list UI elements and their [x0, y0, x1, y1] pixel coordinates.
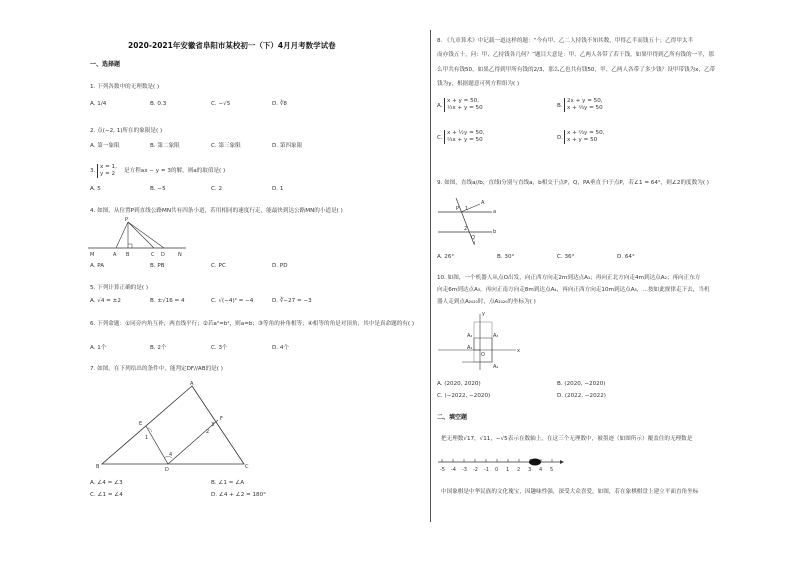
q7-label-b: B	[96, 464, 100, 470]
q2-stem: 2. 点(−2, 1)所在的象限是( )	[90, 128, 163, 134]
q6-option-d[interactable]: D. 4个	[272, 345, 290, 351]
q4-figure	[88, 217, 188, 259]
q11-tick-label: -3	[462, 467, 467, 473]
q3-stem: 是方程ax − y = 3的解，则a的取值是( )	[124, 168, 226, 174]
q4-stem: 4. 如图，从位置P到直线公路MN共有四条小道，若用相同的速度行走，能最快到达公路MN的小道是( )	[90, 208, 343, 214]
q10-stem-line1: 10. 如图，一个机器人从点O出发，向正西方向走2m到达点A₁；再向正北方向走4m到达点A₂；再向正东方	[437, 275, 701, 281]
q7-option-c[interactable]: C. ∠1 = ∠4	[90, 492, 123, 498]
q3-option-c[interactable]: C. 2	[211, 186, 223, 192]
q7-option-a[interactable]: A. ∠4 = ∠3	[90, 480, 123, 486]
q5-option-b[interactable]: B. ±√16 = 4	[150, 298, 185, 304]
q9-option-d[interactable]: D. 64°	[617, 254, 635, 260]
q7-label-4: 4	[169, 452, 173, 458]
q8-option-a[interactable]	[444, 98, 483, 112]
q2-option-a[interactable]: A. 第一象限	[90, 143, 120, 149]
q6-stem: 6. 下列命题：①同旁内角互补，两直线平行；②若a²=b²，则a=b；③等角的补角相等；④相等的角是对顶角，其中是真命题的有( )	[90, 321, 415, 327]
q1-option-a[interactable]: A. 1/4	[90, 101, 107, 107]
q4-option-a[interactable]: A. PA	[90, 263, 105, 269]
q11-tick-label: 0	[495, 467, 499, 473]
q4-path-pd	[128, 222, 164, 248]
q7-option-b[interactable]: B. ∠1 = ∠A	[211, 480, 245, 486]
column-divider	[430, 30, 431, 522]
q10-label-a1: A₁	[467, 345, 473, 351]
q9-label-pa: A	[481, 200, 485, 206]
q9-stem: 9. 如图，直线a//b，直线l分别与直线a，b相交于点P，Q，PA垂直于l于点P，若∠1 = 64°，则∠2的度数为( )	[437, 180, 709, 186]
q8-stem-line2: 而亦钱五十，问：甲、乙持钱各几何？”题目大意是：甲、乙两人各带了若干钱，如果甲得到乙所有钱的一半，那	[437, 52, 714, 58]
q3-option-b[interactable]: B. −5	[150, 186, 166, 192]
q9-segment-pa	[461, 204, 480, 212]
q3-system-line2: y = 2	[100, 171, 116, 177]
q11-number-line	[436, 452, 566, 478]
q10-label-y: y	[482, 311, 485, 317]
q4-option-c[interactable]: C. PC	[211, 263, 226, 269]
q4-label-p: P	[125, 217, 129, 223]
q7-label-a: A	[190, 381, 194, 387]
q11-tick-label: -4	[451, 467, 456, 473]
q11-tick-label: -1	[484, 467, 489, 473]
q6-option-b[interactable]: B. 2个	[150, 345, 167, 351]
q5-option-d[interactable]: D. ∛−27 = −3	[272, 298, 312, 304]
q7-option-d[interactable]: D. ∠4 + ∠2 = 180°	[211, 492, 266, 498]
q8-b-eq1: 2x + y = 50,	[567, 98, 603, 104]
q7-label-1: 1	[145, 435, 149, 441]
q6-option-a[interactable]: A. 1个	[90, 345, 107, 351]
q10-option-b[interactable]: B. (2020, −2020)	[557, 381, 606, 387]
q10-option-a[interactable]: A. (2020, 2020)	[437, 381, 481, 387]
q7-label-f: F	[220, 416, 223, 422]
q4-option-d[interactable]: D. PD	[272, 263, 288, 269]
paper-title: 2020-2021年安徽省阜阳市某校初一（下）4月月考数学试卷	[128, 41, 336, 50]
q9-label-l: l	[474, 241, 476, 247]
q8-d-eq1: x + ⅔y = 50,	[567, 130, 605, 136]
q1-option-b[interactable]: B. 0.3	[150, 101, 167, 107]
q10-option-d[interactable]: D. (2022, −2022)	[557, 393, 606, 399]
q8-option-d-label[interactable]: D.	[557, 135, 564, 141]
q10-label-a4: A₄	[493, 364, 499, 370]
q11-ink-blot	[529, 459, 541, 466]
q8-option-c-label[interactable]: C.	[437, 135, 443, 141]
q4-label-n: N	[178, 252, 182, 258]
q3-option-a[interactable]: A. 5	[90, 186, 101, 192]
q11-tick-label: 4	[539, 467, 543, 473]
q8-stem-line4: 钱为y，根据题意可列方程组为( )	[437, 81, 520, 87]
q11-tick-label: 3	[528, 467, 532, 473]
q9-label-b: b	[493, 229, 497, 235]
q9-label-a: a	[493, 209, 497, 215]
q10-label-o: O	[481, 352, 485, 358]
q7-triangle-abc	[102, 386, 244, 464]
q8-d-eq2: x + y = 50	[567, 137, 598, 143]
q11-tick-label: -5	[440, 467, 445, 473]
q2-option-d[interactable]: D. 第四象限	[272, 143, 303, 149]
q7-segment-ed	[146, 426, 168, 464]
q8-option-a-label[interactable]: A.	[437, 103, 443, 109]
q10-label-a2: A₂	[467, 333, 473, 339]
q8-option-d[interactable]	[564, 130, 604, 144]
q2-option-c[interactable]: C. 第三象限	[211, 143, 241, 149]
q11-tick-label: 5	[550, 467, 554, 473]
q8-option-c[interactable]	[444, 130, 484, 144]
q5-stem: 5. 下列计算正确的是( )	[90, 285, 149, 291]
q8-option-b[interactable]	[564, 98, 603, 112]
q8-b-eq2: x + ⅔y = 50	[567, 105, 603, 111]
q4-label-m: M	[90, 252, 95, 258]
q9-label-1: 1	[465, 206, 469, 212]
section-fill-in: 二、填空题	[437, 414, 468, 421]
q3-option-d[interactable]: D. 1	[272, 186, 284, 192]
q9-option-b[interactable]: B. 30°	[497, 254, 515, 260]
q7-label-3: 3	[211, 422, 215, 428]
q10-label-a3: A₃	[493, 333, 499, 339]
q3-system	[97, 164, 117, 178]
q10-figure	[436, 310, 522, 372]
q6-option-c[interactable]: C. 3个	[211, 345, 228, 351]
q12-stem: 中国象棋是中华民族的文化瑰宝，因趣味性强，深受大众喜爱，如图，若在象棋棋盘上建立平面直角坐标	[441, 489, 699, 495]
q10-label-x: x	[517, 348, 520, 354]
q9-option-c[interactable]: C. 36°	[557, 254, 575, 260]
q11-tick-label: 2	[517, 467, 521, 473]
q7-label-2: 2	[206, 429, 210, 435]
q7-label-c: C	[245, 464, 249, 470]
q1-option-c[interactable]: C. −√5	[211, 101, 231, 107]
q4-option-b[interactable]: B. PB	[150, 263, 165, 269]
q1-stem: 1. 下列各数中的无理数是( )	[90, 84, 160, 90]
q2-option-b[interactable]: B. 第二象限	[150, 143, 180, 149]
q10-stem-line2: 向走6m到达点A₃，再向正南方向走8m到达点A₄，再向正西方向走10m到达点A₅，…按如此规律走下去，当机	[437, 287, 710, 293]
q11-arrow	[560, 460, 564, 464]
q11-stem: 把无理数√17，√11，−√5表示在数轴上，在这三个无理数中，被墨迹（如图所示）覆盖住的无理数是	[441, 436, 693, 442]
q4-path-pa	[116, 222, 128, 248]
q8-option-b-label[interactable]: B.	[557, 103, 563, 109]
section-choice: 一、选择题	[90, 61, 121, 68]
q10-stem-line3: 器人走到点A₂₀₂₀时，点A₂₀₂₀的坐标为( )	[437, 299, 536, 305]
q8-stem-line1: 8. 《九章算术》中记载一道这样的题：“今有甲、乙二人持钱不知其数，甲得乙半而钱五十；乙得甲太半	[437, 38, 694, 44]
q5-option-a[interactable]: A. √4 = ±2	[90, 298, 121, 304]
q8-a-eq1: x + y = 50,	[447, 98, 480, 104]
q5-option-c[interactable]: C. √(−4)² = −4	[211, 298, 254, 304]
q9-label-p: P	[456, 206, 460, 212]
q7-label-d: D	[165, 467, 169, 473]
q3-system-line1: x = 1,	[100, 164, 117, 170]
q10-option-c[interactable]: C. (−2022, −2020)	[437, 393, 491, 399]
q9-option-a[interactable]: A. 26°	[437, 254, 455, 260]
q8-stem-line3: 么甲共有钱50，如果乙得到甲所有钱的2/3，那么乙也共有钱50，甲、乙两人各带了多少钱？设甲带钱为x，乙带	[437, 67, 716, 73]
q9-figure	[436, 196, 496, 246]
q9-label-q: Q	[471, 235, 475, 241]
q9-label-2: 2	[464, 226, 468, 232]
q4-label-b: B	[126, 252, 130, 258]
q8-c-eq1: x + ½y = 50,	[447, 130, 485, 136]
q7-figure	[96, 380, 252, 472]
q8-a-eq2: ½x + y = 50	[447, 105, 483, 111]
q4-label-c: C	[151, 252, 155, 258]
q1-option-d[interactable]: D. ∛8	[272, 101, 287, 107]
q4-right-angle	[128, 244, 132, 248]
q4-label-a: A	[113, 252, 117, 258]
q4-label-d: D	[161, 252, 165, 258]
q3-number: 3.	[90, 168, 96, 174]
q7-stem: 7. 如图，在下列给出的条件中，能判定DF//AB的是( )	[90, 366, 223, 372]
q8-c-eq2: ⅔x + y = 50	[447, 137, 483, 143]
q11-tick-label: -2	[473, 467, 478, 473]
q11-tick-label: 1	[506, 467, 510, 473]
q7-label-e: E	[139, 421, 143, 427]
